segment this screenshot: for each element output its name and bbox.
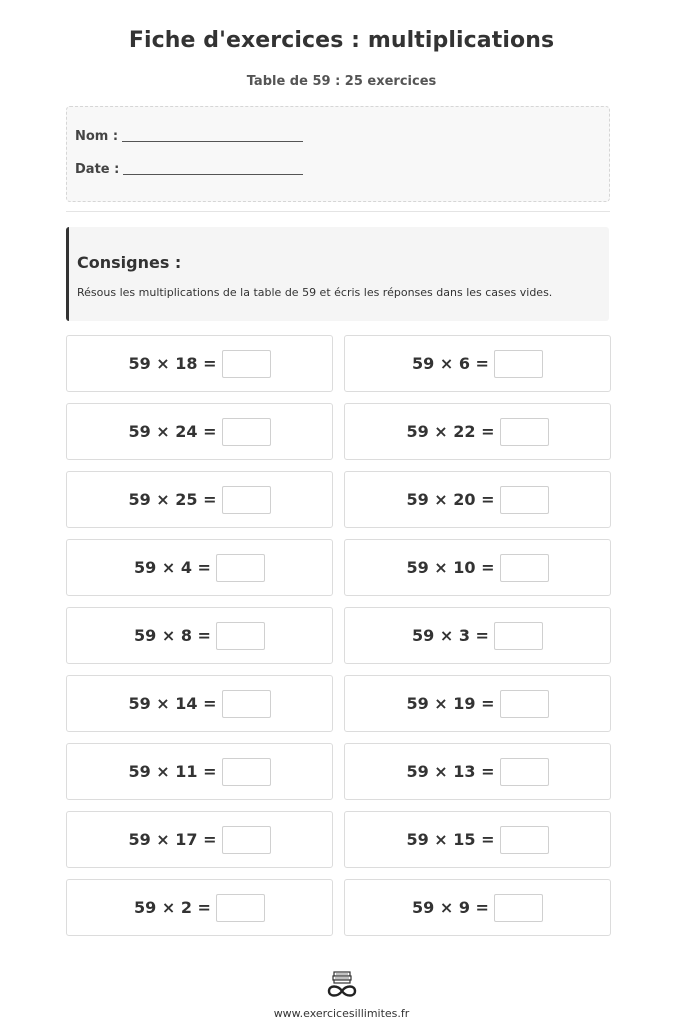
answer-box[interactable] — [216, 554, 265, 582]
exercise-card — [344, 607, 611, 664]
exercise-card — [66, 403, 333, 460]
exercise-expression: 59 × 20 = — [406, 490, 495, 509]
exercise-card — [66, 607, 333, 664]
exercise-expression: 59 × 22 = — [406, 422, 495, 441]
exercise-card — [344, 675, 611, 732]
answer-box[interactable] — [222, 758, 271, 786]
answer-box[interactable] — [222, 350, 271, 378]
name-row — [75, 129, 303, 144]
exercise-expression: 59 × 25 = — [128, 490, 217, 509]
date-label: Date : — [75, 162, 120, 177]
exercise-card — [344, 879, 611, 936]
page-subtitle: Table de 59 : 25 exercices — [246, 74, 437, 89]
exercise-card — [66, 811, 333, 868]
date-row — [75, 162, 303, 177]
exercise-card — [66, 471, 333, 528]
exercise-expression: 59 × 24 = — [128, 422, 217, 441]
answer-box[interactable] — [500, 826, 549, 854]
answer-box[interactable] — [494, 622, 543, 650]
exercise-card — [344, 743, 611, 800]
exercise-card — [66, 675, 333, 732]
exercise-expression: 59 × 18 = — [128, 354, 217, 373]
exercise-expression: 59 × 4 = — [134, 558, 211, 577]
exercise-card — [66, 335, 333, 392]
exercise-card — [66, 743, 333, 800]
answer-box[interactable] — [500, 690, 549, 718]
student-info-box — [66, 106, 610, 202]
exercise-card — [344, 539, 611, 596]
exercise-expression: 59 × 6 = — [412, 354, 489, 373]
exercise-expression: 59 × 13 = — [406, 762, 495, 781]
instructions-box — [66, 227, 609, 321]
exercise-card — [344, 811, 611, 868]
exercise-expression: 59 × 11 = — [128, 762, 217, 781]
footer-url: www.exercicesillimites.fr — [273, 1007, 410, 1020]
answer-box[interactable] — [216, 622, 265, 650]
exercise-expression: 59 × 8 = — [134, 626, 211, 645]
exercise-card — [344, 471, 611, 528]
answer-box[interactable] — [500, 554, 549, 582]
answer-box[interactable] — [222, 690, 271, 718]
exercise-expression: 59 × 15 = — [406, 830, 495, 849]
name-blank-line[interactable] — [122, 129, 303, 142]
answer-box[interactable] — [494, 894, 543, 922]
infinity-books-icon — [325, 970, 359, 1000]
answer-box[interactable] — [222, 486, 271, 514]
answer-box[interactable] — [500, 758, 549, 786]
exercise-expression: 59 × 9 = — [412, 898, 489, 917]
instructions-text: Résous les multiplications de la table de 59 et écris les réponses dans les cases vides. — [77, 286, 553, 299]
answer-box[interactable] — [500, 486, 549, 514]
exercise-expression: 59 × 10 = — [406, 558, 495, 577]
name-label: Nom : — [75, 129, 119, 144]
answer-box[interactable] — [222, 418, 271, 446]
exercise-expression: 59 × 17 = — [128, 830, 217, 849]
exercise-card — [344, 335, 611, 392]
exercise-expression: 59 × 19 = — [406, 694, 495, 713]
exercise-card — [344, 403, 611, 460]
exercise-expression: 59 × 3 = — [412, 626, 489, 645]
section-divider — [66, 211, 610, 212]
page-title: Fiche d'exercices : multiplications — [128, 28, 555, 53]
exercise-grid — [66, 335, 611, 936]
exercise-expression: 59 × 14 = — [128, 694, 217, 713]
answer-box[interactable] — [216, 894, 265, 922]
answer-box[interactable] — [222, 826, 271, 854]
answer-box[interactable] — [500, 418, 549, 446]
answer-box[interactable] — [494, 350, 543, 378]
instructions-title: Consignes : — [77, 253, 182, 272]
exercise-expression: 59 × 2 = — [134, 898, 211, 917]
exercise-card — [66, 879, 333, 936]
date-blank-line[interactable] — [123, 162, 303, 175]
exercise-card — [66, 539, 333, 596]
